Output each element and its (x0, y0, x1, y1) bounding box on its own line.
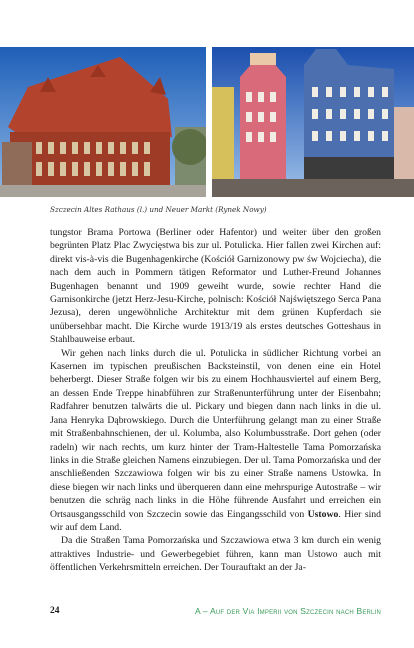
running-head: A – Auf der Via Imperii von Szczecin nach Berlin (194, 606, 381, 616)
photo-old-town-hall (0, 47, 206, 197)
page-number: 24 (50, 606, 60, 616)
photo-caption: Szczecin Altes Rathaus (l.) und Neuer Markt (Rynek Nowy) (50, 205, 267, 214)
photo-new-market (212, 47, 414, 197)
body-text (50, 226, 381, 575)
paragraph-2: Wir gehen nach links durch die ul. Potulicka in südlicher Richtung vorbei an Kasernen im typischen preußischen Backsteinstil, von denen eine ein Hotel beherbergt. Dieser Straße folgen wir bis zu einem Hochhausviertel auf einem Berg, an dessen Ende Treppe hinabführen zur Straßenunterführung unter der Eisenbahn; Radfahrer benutzen talwärts die ul. Pickary und biegen dann nach links in die ul. Jana Henryka Dąbrowskiego. Durch die Unterführung gelangt man zu einer Straße mit Straßenbahnschienen, der ul. Kolumba, also Kolumbusstraße. Dort gehen (oder radeln) wir nach rechts, um kurz hinter der Tram-Haltestelle Tama Pomorzańska links in die Straße gleichen Namens einzubiegen. Der ul. Tama Pomorzańska und der anschließenden Szczawiowa folgen wir bis zu einer Straße namens Ustowka. In diese biegen wir nach links und überqueren dann eine mehrspurige Autostraße – wir benutzen die schräg nach links in die Höhe führende Ausfahrt und erreichen ein Ortsausgangsschild von Szczecin sowie das Eingangsschild von Ustowo. Hier sind wir auf dem Land. (50, 347, 381, 533)
paragraph-1: tungstor Brama Portowa (Berliner oder Hafentor) und weiter über den großen begrünten Platz Plac Zwycięstwa bis zur ul. Potulicka. Hier fallen zwei Kirchen auf: direkt vis-à-vis die Bugenhagenkirche (Kościół Garnizonowy pw św Wojciecha), die nach dem auch in Pommern tätigen Reformator und Luther-Freund Johannes Bugenhagen benannt und 1909 geweiht wurde, sowie rechter Hand die Garnisonkirche (jetzt Herz-Jesu-Kirche, polnisch: Kościół Najświętszego Serca Pana Jezusa), deren ungewöhnliche Architektur mit dem grünen Kupferdach sie unübersehbar macht. Die Kirche wurde 1913/19 als erstes deutsches Gotteshaus in Stahlbauweise erbaut. (50, 227, 381, 346)
place-name-ustowo: Ustowo (307, 508, 339, 520)
paragraph-3: Da die Straßen Tama Pomorzańska und Szczawiowa etwa 3 km durch ein wenig attraktives Industrie- und Gewerbegebiet führen, kann man Ustowo auch mit öffentlichen Verkehrsmitteln erreichen. Der Tourauftakt an der Ja- (50, 535, 381, 574)
